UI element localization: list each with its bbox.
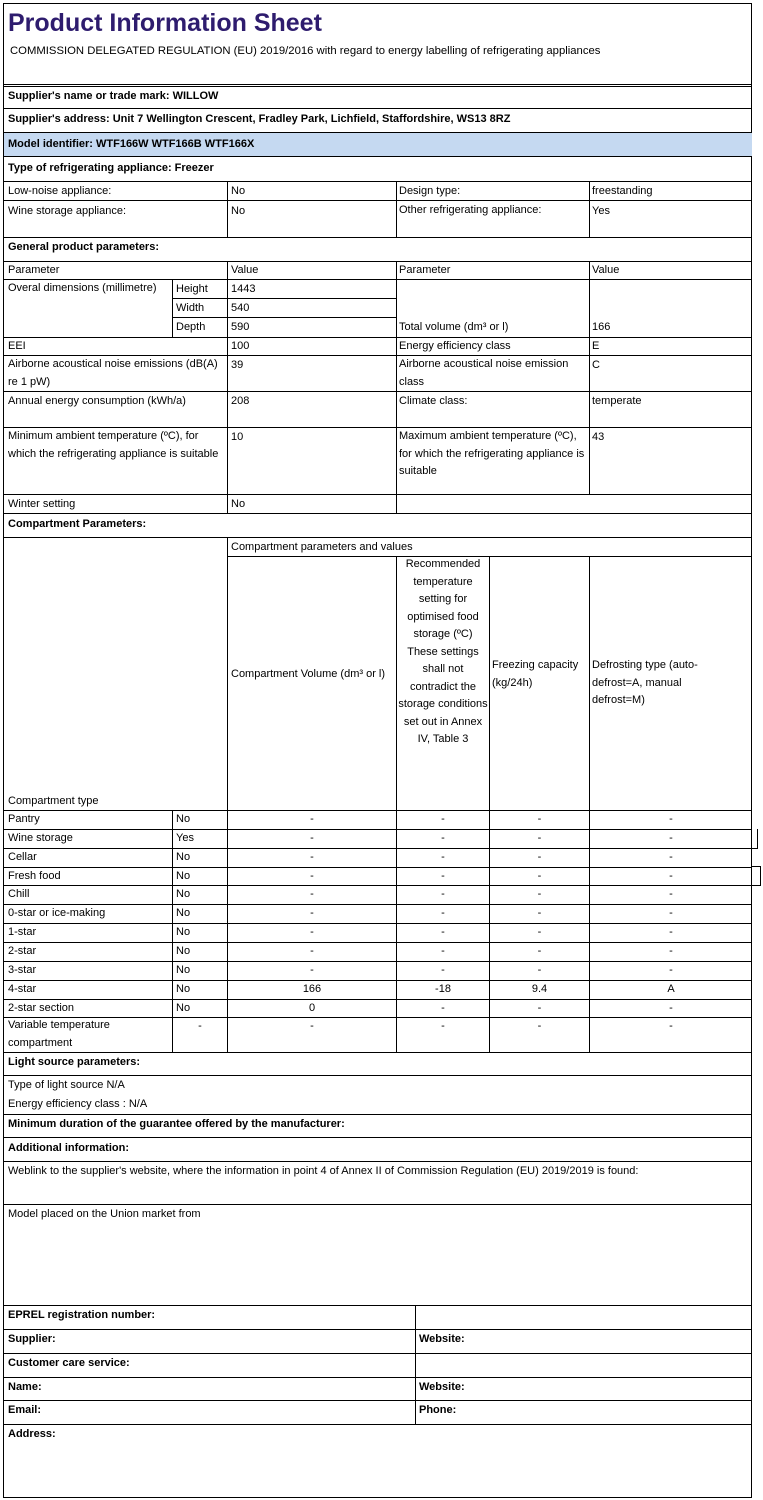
compartment-temp: - — [441, 1002, 445, 1014]
compartment-freezing: - — [537, 832, 542, 844]
care-website-label: Website: — [419, 1381, 465, 1393]
height-value: 1443 — [231, 283, 256, 295]
guarantee-line: Minimum duration of the guarantee offered by the manufacturer: — [8, 1118, 345, 1130]
energy-class-value: E — [592, 340, 600, 352]
market-placed-line: Model placed on the Union market from — [8, 1208, 201, 1220]
annual-energy-label: Annual energy consumption (kWh/a) — [8, 395, 186, 407]
supplier-label: Supplier: — [8, 1333, 56, 1345]
noise-label: Airborne acoustical noise emissions (dB(A) re 1 pW) — [8, 358, 218, 388]
compartment-name: 4-star — [8, 983, 37, 995]
compartment-present: No — [176, 964, 191, 976]
compartment-defrost: - — [669, 926, 673, 938]
total-volume-value: 166 — [592, 321, 611, 333]
compartment-name: Fresh food — [8, 870, 61, 882]
compartment-present: - — [198, 1020, 202, 1032]
compartment-defrost: - — [669, 964, 673, 976]
compartment-volume-header: Compartment Volume (dm³ or l) — [231, 668, 386, 680]
info-sheet — [3, 3, 752, 1498]
noise-class-value: C — [592, 359, 600, 371]
total-volume-label: Total volume (dm³ or l) — [399, 321, 509, 333]
compartment-present: No — [176, 907, 191, 919]
compartment-volume: 0 — [308, 1002, 316, 1014]
compartment-freezing: - — [537, 888, 542, 900]
compartment-name: Cellar — [8, 851, 37, 863]
freezing-capacity-header: Freezing capacity (kg/24h) — [492, 659, 579, 689]
compartment-temp: - — [441, 888, 445, 900]
compartment-name: Wine storage — [8, 832, 73, 844]
model-identifier: Model identifier: WTF166W WTF166B WTF166X — [8, 138, 255, 150]
compartment-temp: - — [441, 813, 445, 825]
width-value: 540 — [231, 302, 250, 314]
compartment-defrost: A — [667, 983, 675, 995]
compartment-present: No — [176, 813, 191, 825]
compartment-defrost: - — [669, 851, 673, 863]
compartment-freezing: - — [537, 945, 542, 957]
wine-storage-label: Wine storage appliance: — [8, 205, 127, 217]
width-label: Width — [176, 302, 205, 314]
appliance-type: Type of refrigerating appliance: Freezer — [8, 162, 214, 174]
climate-class-value: temperate — [592, 395, 642, 407]
compartment-freezing: - — [537, 870, 542, 882]
compartment-present: No — [176, 851, 191, 863]
supplier-address: Supplier's address: Unit 7 Wellington Crescent, Fradley Park, Lichfield, Staffordshire, WS13 8RZ — [8, 113, 511, 125]
light-energy-class: Energy efficiency class : N/A — [8, 1098, 148, 1110]
compartment-defrost: - — [669, 870, 673, 882]
compartment-temp: - — [441, 870, 445, 882]
compartment-name: 2-star section — [8, 1002, 75, 1014]
compartment-volume: - — [310, 813, 314, 825]
col-parameter: Parameter — [8, 264, 60, 276]
compartment-defrost: - — [669, 813, 673, 825]
winter-setting-label: Winter setting — [8, 498, 76, 510]
compartment-freezing: - — [537, 926, 542, 938]
compartment-freezing: 9.4 — [531, 983, 548, 995]
max-temp-value: 43 — [592, 431, 605, 443]
max-temp-label: Maximum ambient temperature (ºC), for which the refrigerating appliance is suitable — [399, 430, 585, 477]
name-label: Name: — [8, 1381, 42, 1393]
compartment-name: Variable temperature compartment — [8, 1019, 110, 1049]
design-type-value: freestanding — [592, 185, 653, 197]
compartment-present: No — [176, 926, 191, 938]
climate-class-label: Climate class: — [399, 395, 468, 407]
annual-energy-value: 208 — [231, 395, 250, 407]
compartment-freezing: - — [537, 964, 542, 976]
compartment-present: No — [176, 983, 191, 995]
compartment-volume: - — [310, 926, 314, 938]
address-label: Address: — [8, 1428, 56, 1440]
compartment-freezing: - — [537, 1002, 542, 1014]
compartment-present: Yes — [176, 832, 194, 844]
compartment-temp: - — [441, 851, 445, 863]
additional-info-heading: Additional information: — [8, 1142, 129, 1154]
compartment-name: Pantry — [8, 813, 40, 825]
compartment-defrost: - — [669, 1002, 673, 1014]
compartment-temp: - — [441, 964, 445, 976]
eei-label: EEI — [8, 340, 26, 352]
compartment-name: 2-star — [8, 945, 37, 957]
noise-class-label: Airborne acoustical noise emission class — [399, 358, 569, 388]
design-type-label: Design type: — [399, 185, 461, 197]
compartment-temp: - — [441, 1020, 445, 1032]
customer-care-label: Customer care service: — [8, 1357, 130, 1369]
winter-setting-value: No — [231, 498, 246, 510]
min-temp-label: Minimum ambient temperature (ºC), for which the refrigerating appliance is suitable — [8, 430, 219, 460]
supplier-website-label: Website: — [419, 1333, 465, 1345]
compartment-params-heading: Compartment Parameters: — [8, 518, 147, 530]
low-noise-value: No — [231, 185, 246, 197]
recommended-temp-header: Recommended temperature setting for optimised food storage (ºC) These settings shall not contradict the storage conditions set out in Annex IV, Table 3 — [398, 558, 488, 745]
compartment-group-header: Compartment parameters and values — [231, 541, 413, 553]
general-params-heading: General product parameters: — [8, 241, 159, 253]
page-subtitle: COMMISSION DELEGATED REGULATION (EU) 2019/2016 with regard to energy labelling of refrigerating appliances — [10, 45, 601, 57]
col-value: Value — [231, 264, 259, 276]
compartment-freezing: - — [537, 813, 542, 825]
email-label: Email: — [8, 1404, 42, 1416]
col-parameter-2: Parameter — [399, 264, 451, 276]
compartment-temp: -18 — [435, 983, 451, 995]
compartment-temp: - — [441, 832, 445, 844]
wine-storage-value: No — [231, 205, 246, 217]
compartment-volume: - — [310, 964, 314, 976]
light-source-heading: Light source parameters: — [8, 1056, 141, 1068]
weblink-line: Weblink to the supplier's website, where the information in point 4 of Annex II of Commission Regulation (EU) 2019/2019 is found: — [8, 1165, 639, 1177]
compartment-present: No — [176, 870, 191, 882]
compartment-freezing: - — [537, 907, 542, 919]
compartment-temp: - — [441, 907, 445, 919]
low-noise-label: Low-noise appliance: — [8, 185, 112, 197]
compartment-present: No — [176, 1002, 191, 1014]
col-value-2: Value — [592, 264, 620, 276]
other-appliance-label: Other refrigerating appliance: — [399, 204, 542, 216]
compartment-volume: 166 — [302, 983, 322, 995]
compartment-defrost: - — [669, 1020, 673, 1032]
compartment-volume: - — [310, 832, 314, 844]
height-label: Height — [176, 283, 208, 295]
compartment-name: Chill — [8, 888, 30, 900]
compartment-freezing: - — [537, 851, 542, 863]
depth-label: Depth — [176, 321, 206, 333]
compartment-volume: - — [310, 907, 314, 919]
compartment-temp: - — [441, 926, 445, 938]
compartment-volume: - — [310, 870, 314, 882]
min-temp-value: 10 — [231, 431, 244, 443]
compartment-temp: - — [441, 945, 445, 957]
supplier-name: Supplier's name or trade mark: WILLOW — [8, 90, 219, 102]
light-source-type: Type of light source N/A — [8, 1079, 125, 1091]
depth-value: 590 — [231, 321, 250, 333]
compartment-name: 3-star — [8, 964, 37, 976]
compartment-volume: - — [310, 1020, 314, 1032]
other-appliance-value: Yes — [592, 205, 610, 217]
compartment-volume: - — [310, 888, 314, 900]
compartment-name: 0-star or ice-making — [8, 907, 106, 919]
eprel-label: EPREL registration number: — [8, 1309, 156, 1321]
eei-value: 100 — [231, 340, 250, 352]
phone-label: Phone: — [419, 1404, 457, 1416]
compartment-defrost: - — [669, 832, 673, 844]
compartment-defrost: - — [669, 945, 673, 957]
compartment-volume: - — [310, 945, 314, 957]
compartment-name: 1-star — [8, 926, 37, 938]
page-title: Product Information Sheet — [8, 9, 322, 37]
energy-class-label: Energy efficiency class — [399, 340, 511, 352]
defrosting-type-header: Defrosting type (auto-defrost=A, manual defrost=M) — [592, 659, 698, 706]
noise-value: 39 — [231, 359, 244, 371]
compartment-defrost: - — [669, 907, 673, 919]
compartment-freezing: - — [537, 1020, 542, 1032]
compartment-volume: - — [310, 851, 314, 863]
compartment-type-header: Compartment type — [8, 795, 99, 807]
compartment-defrost: - — [669, 888, 673, 900]
compartment-present: No — [176, 945, 191, 957]
dimensions-label: Overal dimensions (millimetre) — [8, 282, 157, 294]
compartment-present: No — [176, 888, 191, 900]
